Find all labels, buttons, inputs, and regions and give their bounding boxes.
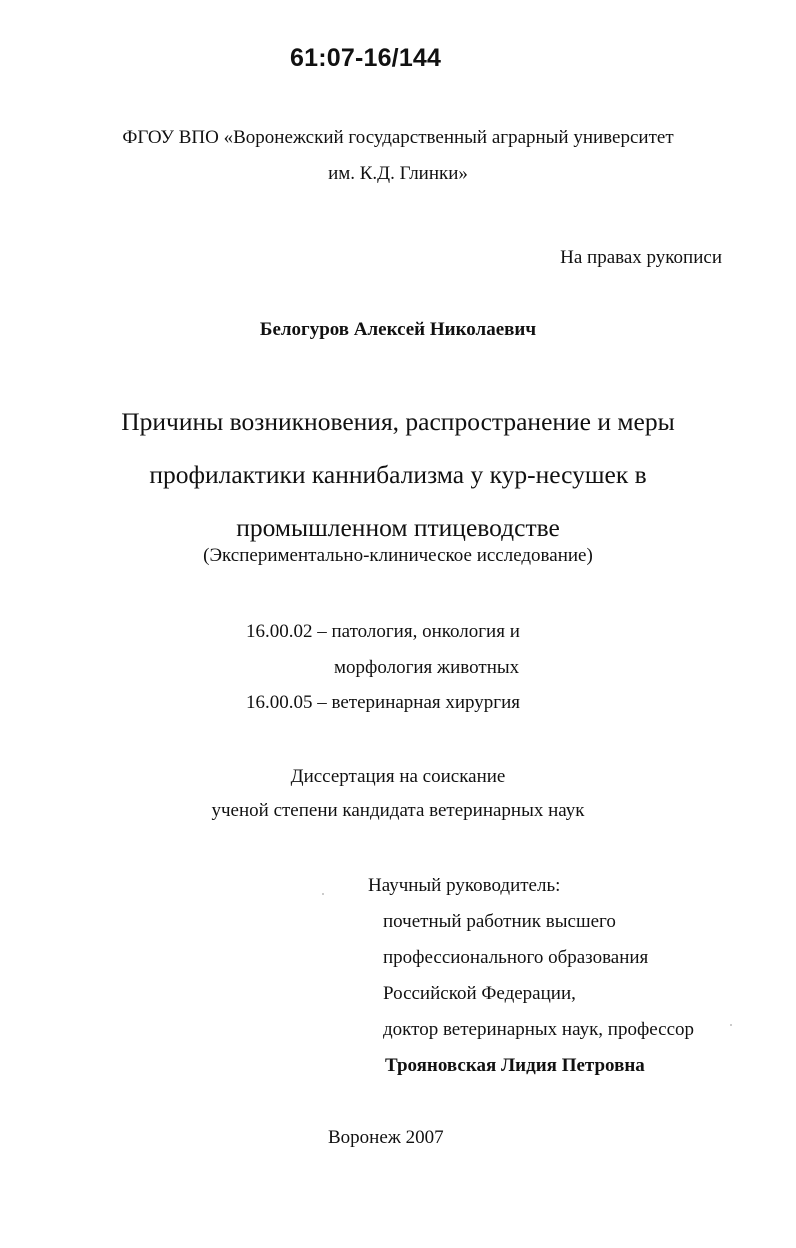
specialty-1-line-1: 16.00.02 – патология, онкология и (246, 621, 520, 642)
manuscript-rights: На правах рукописи (560, 247, 722, 268)
thesis-subtitle: (Экспериментально-клиническое исследование) (203, 545, 593, 566)
advisor-name: Трояновская Лидия Петровна (385, 1055, 645, 1076)
advisor-block (368, 868, 694, 1084)
scan-speck (322, 893, 324, 895)
title-line-1: Причины возникновения, распространение и меры (121, 407, 675, 436)
thesis-line-1: Диссертация на соискание (290, 766, 506, 787)
thesis-title (0, 395, 796, 554)
advisor-title-line-1: почетный работник высшего (383, 911, 616, 932)
catalog-code: 61:07-16/144 (290, 44, 442, 72)
thesis-line-2: ученой степени кандидата ветеринарных наук (211, 800, 585, 821)
organization-block (0, 120, 796, 192)
organization-line-2: им. К.Д. Глинки» (328, 163, 468, 184)
advisor-title-line-2: профессионального образования (383, 947, 649, 968)
advisor-title-line-3: Российской Федерации, (383, 983, 576, 1004)
author-name: Белогуров Алексей Николаевич (259, 319, 537, 340)
specialty-1-line-2: морфология животных (334, 656, 520, 678)
city-year: Воронеж 2007 (328, 1127, 444, 1148)
thesis-degree-block (0, 760, 796, 828)
title-line-2: профилактики каннибализма у кур-несушек в (149, 460, 647, 489)
advisor-degree: доктор ветеринарных наук, профессор (383, 1019, 695, 1040)
organization-line-1: ФГОУ ВПО «Воронежский государственный аграрный университет (122, 127, 674, 148)
specialties-block (246, 614, 520, 721)
title-line-3: промышленном птицеводстве (236, 513, 560, 542)
specialty-2: 16.00.05 – ветеринарная хирургия (246, 692, 521, 713)
advisor-label: Научный руководитель: (368, 875, 561, 896)
scan-speck (730, 1024, 732, 1026)
